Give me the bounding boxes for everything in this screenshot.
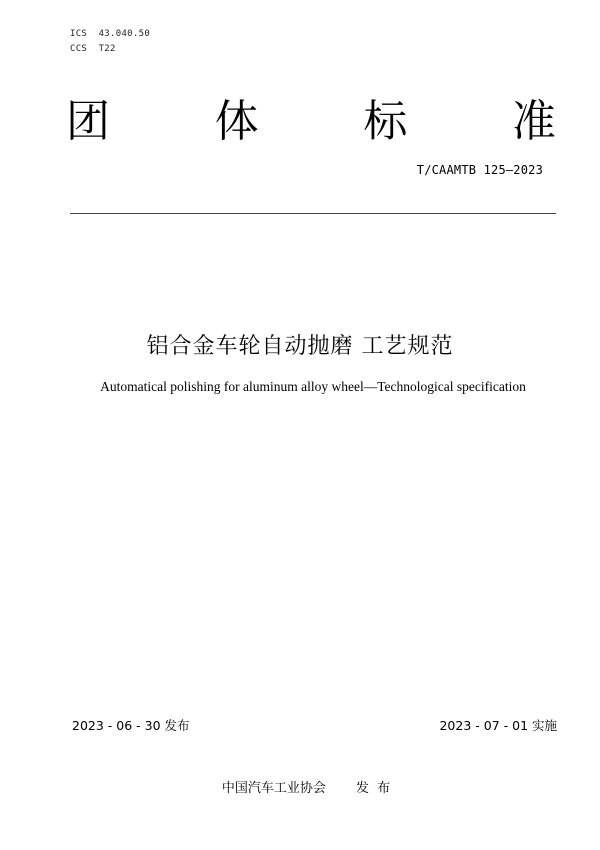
header-divider — [70, 213, 556, 214]
publication-date: 2023 - 06 - 30 发布 — [72, 718, 190, 733]
standard-type-char: 体 — [214, 96, 259, 147]
standard-type-heading — [66, 92, 556, 152]
ics-code: ICS 43.040.50 — [70, 29, 151, 39]
standard-type-char: 团 — [66, 96, 110, 147]
title-chinese: 铝合金车轮自动抛磨 工艺规范 — [146, 334, 454, 359]
publisher-line — [0, 777, 600, 796]
implementation-date: 2023 - 07 - 01 实施 — [439, 718, 557, 733]
standard-type-char: 标 — [363, 96, 408, 147]
publisher-action: 发 布 — [355, 781, 391, 796]
standard-number: T/CAAMTB 125—2023 — [416, 163, 543, 177]
standard-type-char: 准 — [511, 96, 556, 147]
title-english: Automatical polishing for aluminum alloy wheel—Technological specification — [100, 379, 526, 394]
publisher-name: 中国汽车工业协会 — [221, 781, 326, 796]
ccs-code: CCS T22 — [70, 44, 116, 54]
